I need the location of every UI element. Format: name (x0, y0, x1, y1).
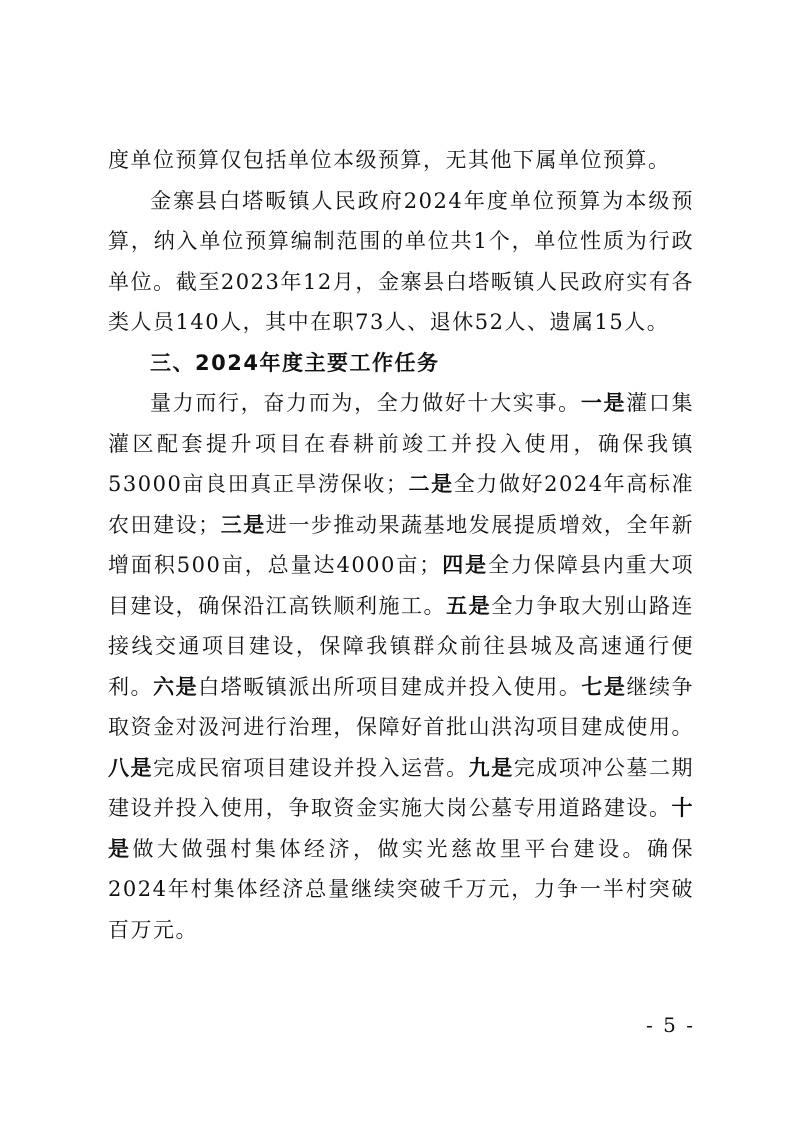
task-label-3: 三是 (220, 512, 266, 537)
section-heading: 三、2024年度主要工作任务 (150, 350, 440, 375)
task-label-4: 四是 (441, 553, 489, 577)
page-number: - 5 - (646, 1013, 695, 1037)
task-text-6: 白塔畈镇派出所项目建成并投入使用。 (198, 674, 582, 699)
tasks-intro: 量力而行，奋力而为，全力做好十大实事。 (150, 391, 581, 415)
task-text-7: 继续争取资金对汲河进行治理，保障好首批山洪沟项目建成使用。 (108, 674, 695, 739)
task-label-5: 五是 (446, 593, 492, 618)
task-label-8: 八是 (108, 755, 154, 780)
task-text-3: 进一步推动果蔬基地发展提质增效，全年新增面积500亩，总量达4000亩； (108, 512, 695, 577)
task-label-1: 一是 (580, 391, 627, 415)
task-text-8: 完成民宿项目建设并投入运营。 (153, 755, 469, 780)
paragraph-tasks (108, 383, 694, 950)
task-text-5: 全力争取大别山路连接线交通项目建设，保障我镇群众前往县城及高速通行便利。 (108, 593, 695, 699)
task-label-6: 六是 (153, 674, 199, 699)
paragraph-budget-scope: 度单位预算仅包括单位本级预算，无其他下属单位预算。 (108, 148, 671, 172)
task-text-1: 灌口集灌区配套提升项目在春耕前竣工并投入使用，确保我镇53000亩良田真正旱涝保收； (108, 391, 695, 496)
task-text-10: 做大做强村集体经济，做实光慈故里平台建设。确保2024年村集体经济总量继续突破千万元，力争一半村突破百万元。 (108, 836, 694, 942)
document-body (108, 140, 694, 950)
task-label-10: 十是 (108, 796, 694, 861)
task-label-9: 九是 (468, 755, 514, 780)
task-label-2: 二是 (408, 472, 454, 496)
paragraph-staff-overview: 金寨县白塔畈镇人民政府2024年度单位预算为本级预算，纳入单位预算编制范围的单位共1个，单位性质为行政单位。截至2023年12月，金寨县白塔畈镇人民政府实有各类人员140人，其中在职73人、退休52人、遗属15人。 (108, 188, 694, 334)
task-text-9: 完成项冲公墓二期建设并投入使用，争取资金实施大岗公墓专用道路建设。 (108, 755, 695, 820)
task-text-2: 全力做好2024年高标准农田建设； (108, 472, 694, 537)
task-text-4: 全力保障县内重大项目建设，确保沿江高铁顺利施工。 (108, 553, 695, 618)
task-label-7: 七是 (581, 674, 627, 699)
